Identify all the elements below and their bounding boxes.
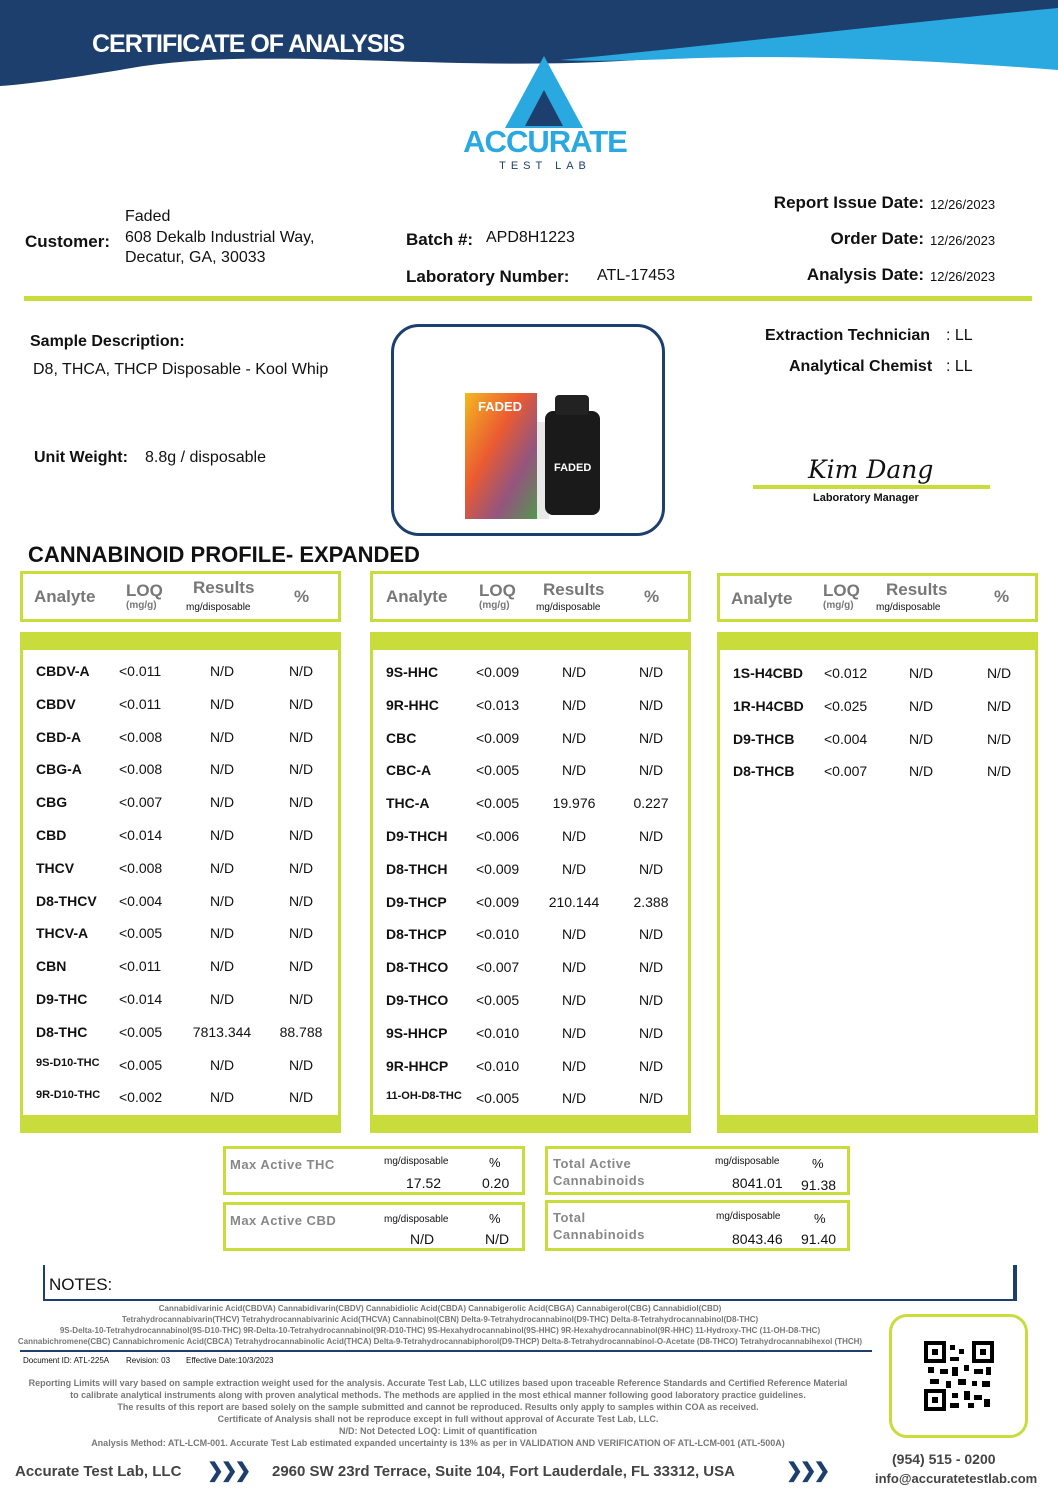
analyte-percent: N/D [288, 728, 314, 745]
max-cbd-label: Max Active CBD [230, 1213, 337, 1228]
analyte-name: CBC-A [386, 762, 432, 779]
analyte-loq: <0.009 [476, 893, 520, 910]
total-active-unit-mg: mg/disposable [715, 1156, 780, 1167]
footer-email: info@accuratetestlab.com [875, 1471, 1038, 1486]
analyte-percent: 88.788 [279, 1023, 323, 1040]
total-unit-mg: mg/disposable [716, 1211, 781, 1222]
analyte-result: N/D [561, 828, 587, 844]
analyte-result: 19.976 [552, 795, 596, 812]
report-date-value: 12/26/2023 [930, 197, 996, 212]
analysis-date-value: 12/26/2023 [930, 269, 996, 284]
analyte-name: CBG-A [36, 761, 82, 778]
col2-results-unit: mg/disposable [536, 602, 601, 613]
customer-address-line1: 608 Dekalb Industrial Way, [125, 229, 315, 246]
svg-text:FADED: FADED [478, 399, 523, 414]
footer-chevrons-2-icon: ❯❯❯ [786, 1460, 828, 1482]
total-label1: Total [553, 1210, 586, 1225]
table-row [373, 894, 688, 916]
table-row [23, 860, 338, 882]
col1-pct-header: % [294, 587, 310, 606]
analyte-name: D9-THC [36, 991, 88, 1007]
table-row [23, 925, 338, 947]
analyte-name: 9S-HHC [386, 664, 439, 680]
total-active-mg: 8041.01 [732, 1175, 783, 1191]
analyte-percent: N/D [638, 1024, 664, 1041]
analyte-percent: N/D [638, 992, 664, 1008]
customer-address-line2: Decatur, GA, 30033 [125, 249, 266, 266]
extraction-tech-label: Extraction Technician [765, 327, 931, 344]
col3-analyte-header: Analyte [731, 589, 793, 608]
max-thc-box [223, 1146, 525, 1195]
analyte-percent: N/D [288, 663, 314, 679]
col1-body [20, 632, 341, 1133]
analyte-name: D9-THCH [386, 828, 448, 844]
analyte-result: N/D [209, 794, 235, 811]
analyte-loq: <0.014 [119, 827, 163, 843]
total-active-unit-pct: % [812, 1156, 824, 1171]
analyte-result: N/D [209, 695, 235, 712]
analyte-result: N/D [209, 1056, 235, 1073]
product-image-frame [391, 324, 665, 536]
analyte-result: N/D [209, 958, 235, 975]
analyte-percent: N/D [288, 925, 314, 942]
footer-company: Accurate Test Lab, LLC [15, 1463, 182, 1480]
sample-desc-label: Sample Description: [30, 333, 185, 350]
col1-loq-header: LOQ [126, 581, 163, 600]
analyte-loq: <0.005 [476, 992, 520, 1008]
col2-pct-header: % [644, 587, 660, 606]
analyte-result: N/D [209, 892, 235, 909]
analyte-percent: N/D [638, 696, 664, 713]
analyte-percent: N/D [288, 695, 314, 712]
product-image [394, 327, 662, 533]
analyte-loq: <0.004 [119, 892, 163, 909]
analyte-result: N/D [908, 697, 934, 714]
unit-weight-label: Unit Weight: [34, 449, 128, 466]
analyte-percent: N/D [986, 697, 1012, 714]
signature-line [753, 485, 990, 489]
analyte-name: CBC [386, 729, 417, 746]
notes-line1: Cannabidivarinic Acid(CBDVA) Cannabidivarin(CBDV) Cannabidiolic Acid(CBDA) Cannabigerolic Acid(CBGA) Cannabigerol(CBG) Cannabidiol(CBD) [158, 1304, 722, 1313]
analyte-percent: N/D [288, 991, 314, 1007]
analyte-name: CBD [36, 827, 67, 843]
analyte-percent: N/D [288, 761, 314, 778]
analyte-loq: <0.009 [476, 860, 520, 877]
order-date-value: 12/26/2023 [930, 233, 996, 248]
table-row [23, 761, 338, 783]
analyte-loq: <0.010 [476, 1057, 520, 1074]
unit-weight-value: 8.8g / disposable [145, 449, 266, 466]
table-row [23, 1089, 338, 1111]
qr-code-icon [924, 1341, 994, 1411]
total-active-label2: Cannabinoids [553, 1173, 645, 1188]
qr-frame [889, 1314, 1028, 1438]
analyte-result: N/D [561, 959, 587, 976]
total-mg: 8043.46 [732, 1231, 783, 1247]
analyte-result: N/D [561, 1057, 587, 1074]
analyte-name: CBDV [36, 695, 76, 712]
table-row [23, 893, 338, 915]
footer-chevrons-1-icon: ❯❯❯ [207, 1460, 249, 1482]
analyte-loq: <0.011 [119, 695, 162, 712]
col2-results-header: Results [543, 580, 605, 599]
table-row [373, 762, 688, 784]
analyte-result: N/D [209, 827, 235, 843]
analyte-name: 9R-HHC [386, 696, 439, 713]
analyte-percent: N/D [288, 1089, 314, 1106]
header-divider [24, 296, 1032, 301]
analyte-name: THC-A [386, 795, 430, 812]
report-date-label: Report Issue Date: [773, 193, 924, 212]
analyte-result: N/D [209, 728, 235, 745]
analyte-result: 7813.344 [192, 1023, 252, 1040]
max-thc-label: Max Active THC [230, 1157, 335, 1172]
notes-line3: 9S-Delta-10-Tetrahydrocannabinol(9S-D10-THC) 9R-Delta-10-Tetrahydrocannabinol(9R-D10-THC) 9S-Hexahydrocannabinol(9S-HHC) 9R-Hexahydrocannabinol(9R-HHC) 11-Hydroxy-THC (11-OH-D8-THC) [59, 1326, 821, 1335]
manager-label: Laboratory Manager [813, 492, 919, 504]
analyte-loq: <0.005 [476, 795, 520, 812]
max-thc-mg: 17.52 [406, 1175, 442, 1191]
analyte-result: N/D [561, 992, 587, 1008]
analyte-result: N/D [209, 663, 235, 679]
table-row [720, 731, 1035, 753]
analyte-percent: N/D [288, 794, 314, 811]
customer-name: Faded [125, 208, 171, 225]
sample-desc-value: D8, THCA, THCP Disposable - Kool Whip [33, 361, 329, 378]
analyte-result: N/D [908, 763, 934, 780]
analyte-result: N/D [561, 696, 587, 713]
disclaimer-line3: The results of this report are based solely on the sample submitted and cannot be reproduced. Results only apply to samples within COA as received. [117, 1402, 759, 1412]
batch-label: Batch #: [406, 230, 474, 249]
analyte-percent: N/D [986, 763, 1012, 780]
analyte-name: D8-THCB [733, 763, 795, 780]
notes-line2: Tetrahydrocannabivarin(THCV) Tetrahydrocannabivarinic Acid(THCVA) Cannabinol(CBN) Delta-9-Tetrahydrocannabinol(D9-THC) Delta-8-Tetrahydrocannabinol(D8-THC) [121, 1315, 759, 1324]
analyte-loq: <0.005 [476, 1090, 520, 1107]
table-row [23, 729, 338, 751]
analyte-result: N/D [209, 925, 235, 942]
total-active-pct: 91.38 [801, 1177, 837, 1193]
analyte-result: N/D [209, 859, 235, 876]
analyte-loq: <0.011 [119, 958, 162, 975]
analyte-name: D8-THCP [386, 926, 447, 943]
analyte-percent: N/D [638, 729, 664, 746]
analyte-name: D9-THCO [386, 992, 449, 1008]
analyte-percent: N/D [638, 762, 664, 779]
total-active-label1: Total Active [553, 1156, 632, 1171]
col3-body [717, 632, 1038, 1133]
labnum-value: ATL-17453 [597, 267, 675, 284]
analyte-name: THCV-A [36, 925, 89, 942]
analyte-name: 9R-D10-THC [36, 1089, 101, 1102]
table-row [23, 663, 338, 685]
analyte-loq: <0.005 [119, 1056, 163, 1073]
analyte-name: D9-THCB [733, 730, 795, 747]
order-date-label: Order Date: [830, 229, 924, 248]
analyte-name: D8-THCO [386, 959, 449, 976]
col2-loq-unit: (mg/g) [479, 600, 510, 611]
analyte-result: N/D [561, 729, 587, 746]
analyte-loq: <0.010 [476, 926, 520, 943]
table-row [373, 795, 688, 817]
analyte-percent: N/D [638, 926, 664, 943]
brand-subtitle: TEST LAB [499, 160, 591, 172]
analyte-name: 11-OH-D8-THC [386, 1090, 462, 1103]
analyte-name: 1R-H4CBD [733, 697, 804, 714]
analyte-loq: <0.007 [119, 794, 163, 811]
max-thc-unit-mg: mg/disposable [384, 1156, 449, 1167]
analyte-loq: <0.009 [476, 729, 520, 746]
table-row [373, 697, 688, 719]
table-row [373, 926, 688, 948]
analyte-name: D9-THCP [386, 893, 447, 910]
analyte-loq: <0.011 [119, 663, 162, 679]
total-active-box [545, 1146, 850, 1195]
analyte-percent: N/D [638, 959, 664, 976]
analyte-percent: N/D [638, 664, 664, 680]
analyte-percent: N/D [638, 828, 664, 844]
batch-value: APD8H1223 [486, 229, 575, 246]
analyte-result: N/D [561, 664, 587, 680]
col2-body [370, 632, 691, 1133]
doc-id: Document ID: ATL-225A [23, 1356, 110, 1365]
analyte-result: N/D [908, 665, 934, 681]
col3-results-header: Results [886, 580, 948, 599]
analyte-loq: <0.013 [476, 696, 520, 713]
total-unit-pct: % [814, 1211, 826, 1226]
max-cbd-unit-mg: mg/disposable [384, 1214, 449, 1225]
total-pct: 91.40 [801, 1231, 837, 1247]
table-row [373, 730, 688, 752]
analyte-name: 1S-H4CBD [733, 665, 804, 681]
analyte-loq: <0.004 [824, 730, 868, 747]
analyte-percent: N/D [638, 860, 664, 877]
analyte-result: N/D [561, 1090, 587, 1107]
max-cbd-box [223, 1202, 525, 1251]
col1-header [20, 571, 341, 622]
analyte-name: 9R-HHCP [386, 1057, 449, 1074]
analyte-loq: <0.025 [824, 697, 868, 714]
analyte-percent: N/D [288, 892, 314, 909]
analyte-result: N/D [908, 730, 934, 747]
table-row [23, 794, 338, 816]
table-row [373, 861, 688, 883]
document-title: CERTIFICATE OF ANALYSIS [92, 30, 405, 58]
chemist-value: : LL [946, 358, 973, 375]
analyte-loq: <0.008 [119, 728, 163, 745]
table-row [373, 1025, 688, 1047]
analyte-loq: <0.014 [119, 991, 163, 1007]
notes-box [43, 1265, 1017, 1301]
chemist-label: Analytical Chemist [789, 358, 933, 375]
table-row [23, 1057, 338, 1079]
notes-line4: Cannabichromene(CBC) Cannabichromenic Acid(CBCA) Tetrahydrocannabinolic Acid(THCA) Delta-9-Tetrahydrocannabiphorol(D9-THCP) Delta-8-Tetrahydrocannabinol-O-Acetate (D8-THCO) Tetrahydrocannabihexol (THCH) [17, 1337, 863, 1346]
table-row [373, 992, 688, 1014]
doc-divider [20, 1350, 872, 1352]
analyte-percent: N/D [288, 827, 314, 843]
table-row [373, 959, 688, 981]
disclaimer-line4: Certificate of Analysis shall not be reproduce except in full without approval of Accurate Test Lab, LLC. [217, 1414, 659, 1424]
brand-name: ACCURATE [463, 124, 627, 159]
analyte-percent: N/D [986, 665, 1012, 681]
col1-analyte-header: Analyte [34, 587, 96, 606]
max-thc-pct: 0.20 [482, 1175, 510, 1191]
analyte-name: 9S-HHCP [386, 1024, 448, 1041]
disclaimer-line6: Analysis Method: ATL-LCM-001. Accurate Test Lab estimated expanded uncertainty is 13% as per in VALIDATION AND VERIFICATION OF ATL-LCM-001 (ATL-500A) [91, 1438, 785, 1448]
disclaimer-line2: to calibrate analytical instruments along with proven analytical methods. The methods are applied in the most ethical manner following good laboratory practice guidelines. [70, 1390, 806, 1400]
disclaimer-line1: Reporting Limits will vary based on sample extraction weight used for the analysis. Accurate Test Lab, LLC utilizes based upon traceable Reference Standards and Certified Reference Material [28, 1378, 848, 1388]
analyte-result: N/D [561, 762, 587, 779]
analyte-loq: <0.008 [119, 859, 163, 876]
col3-loq-header: LOQ [823, 581, 860, 600]
analyte-loq: <0.009 [476, 664, 520, 680]
table-row [23, 1024, 338, 1046]
col2-analyte-header: Analyte [386, 587, 448, 606]
analyte-result: N/D [209, 761, 235, 778]
analyte-name: D8-THC [36, 1023, 88, 1040]
manager-signature: Kim Dang [808, 455, 934, 484]
analyte-name: CBG [36, 794, 68, 811]
col3-header [717, 573, 1038, 622]
max-cbd-pct: N/D [485, 1231, 510, 1247]
disclaimer-line5: N/D: Not Detected LOQ: Limit of quantification [339, 1426, 537, 1436]
analyte-result: N/D [561, 926, 587, 943]
analyte-percent: N/D [638, 1090, 664, 1107]
analyte-result: N/D [209, 991, 235, 1007]
table-row [23, 991, 338, 1013]
table-row [373, 1090, 688, 1112]
analyte-result: N/D [561, 1024, 587, 1041]
analysis-date-label: Analysis Date: [806, 265, 924, 284]
table-row [23, 827, 338, 849]
footer-phone: (954) 515 - 0200 [892, 1451, 996, 1467]
col1-results-header: Results [193, 578, 255, 597]
col3-pct-header: % [994, 587, 1010, 606]
analyte-result: 210.144 [548, 893, 600, 910]
analyte-result: N/D [209, 1089, 235, 1106]
analyte-loq: <0.007 [476, 959, 520, 976]
analyte-percent: 2.388 [633, 893, 669, 910]
analyte-percent: N/D [288, 859, 314, 876]
svg-text:FADED: FADED [554, 462, 592, 474]
labnum-label: Laboratory Number: [406, 267, 570, 286]
table-row [720, 763, 1035, 785]
col2-header [370, 571, 691, 622]
table-row [23, 958, 338, 980]
analyte-loq: <0.008 [119, 761, 163, 778]
col3-results-unit: mg/disposable [876, 602, 941, 613]
col1-loq-unit: (mg/g) [126, 600, 157, 611]
analyte-loq: <0.012 [824, 665, 868, 681]
analyte-result: N/D [561, 860, 587, 877]
col3-loq-unit: (mg/g) [823, 600, 854, 611]
analyte-loq: <0.002 [119, 1089, 163, 1106]
analyte-name: D8-THCH [386, 860, 448, 877]
extraction-tech-value: : LL [946, 327, 973, 344]
analyte-percent: 0.227 [633, 795, 669, 812]
total-label2: Cannabinoids [553, 1227, 645, 1242]
analyte-percent: N/D [288, 958, 314, 975]
table-row [373, 1058, 688, 1080]
footer-address: 2960 SW 23rd Terrace, Suite 104, Fort Lauderdale, FL 33312, USA [272, 1463, 735, 1480]
analyte-percent: N/D [638, 1057, 664, 1074]
total-cannabinoids-box [545, 1200, 850, 1251]
analyte-loq: <0.005 [119, 925, 163, 942]
analyte-name: THCV [36, 859, 75, 876]
table-row [23, 696, 338, 718]
analyte-loq: <0.007 [824, 763, 868, 780]
analyte-name: CBD-A [36, 728, 82, 745]
analyte-name: 9S-D10-THC [36, 1056, 100, 1069]
customer-label: Customer: [25, 232, 111, 251]
table-row [373, 664, 688, 686]
table-row [720, 665, 1035, 687]
analyte-percent: N/D [288, 1056, 314, 1073]
col1-results-unit: mg/disposable [186, 602, 251, 613]
logo-triangle-icon [505, 56, 583, 128]
doc-revision: Revision: 03 [126, 1356, 171, 1365]
doc-effective: Effective Date:10/3/2023 [186, 1356, 274, 1365]
analyte-percent: N/D [986, 730, 1012, 747]
table-row [373, 828, 688, 850]
analyte-name: D8-THCV [36, 892, 97, 909]
analyte-name: CBN [36, 958, 67, 975]
analyte-loq: <0.010 [476, 1024, 520, 1041]
analyte-loq: <0.006 [476, 828, 520, 844]
analyte-name: CBDV-A [36, 663, 90, 679]
analyte-loq: <0.005 [476, 762, 520, 779]
col2-loq-header: LOQ [479, 581, 516, 600]
notes-label: NOTES: [49, 1275, 113, 1294]
analyte-loq: <0.005 [119, 1023, 163, 1040]
max-thc-unit-pct: % [489, 1155, 501, 1170]
table-row [720, 698, 1035, 720]
profile-title: CANNABINOID PROFILE- EXPANDED [28, 542, 420, 567]
max-cbd-unit-pct: % [489, 1211, 501, 1226]
max-cbd-mg: N/D [410, 1231, 435, 1247]
